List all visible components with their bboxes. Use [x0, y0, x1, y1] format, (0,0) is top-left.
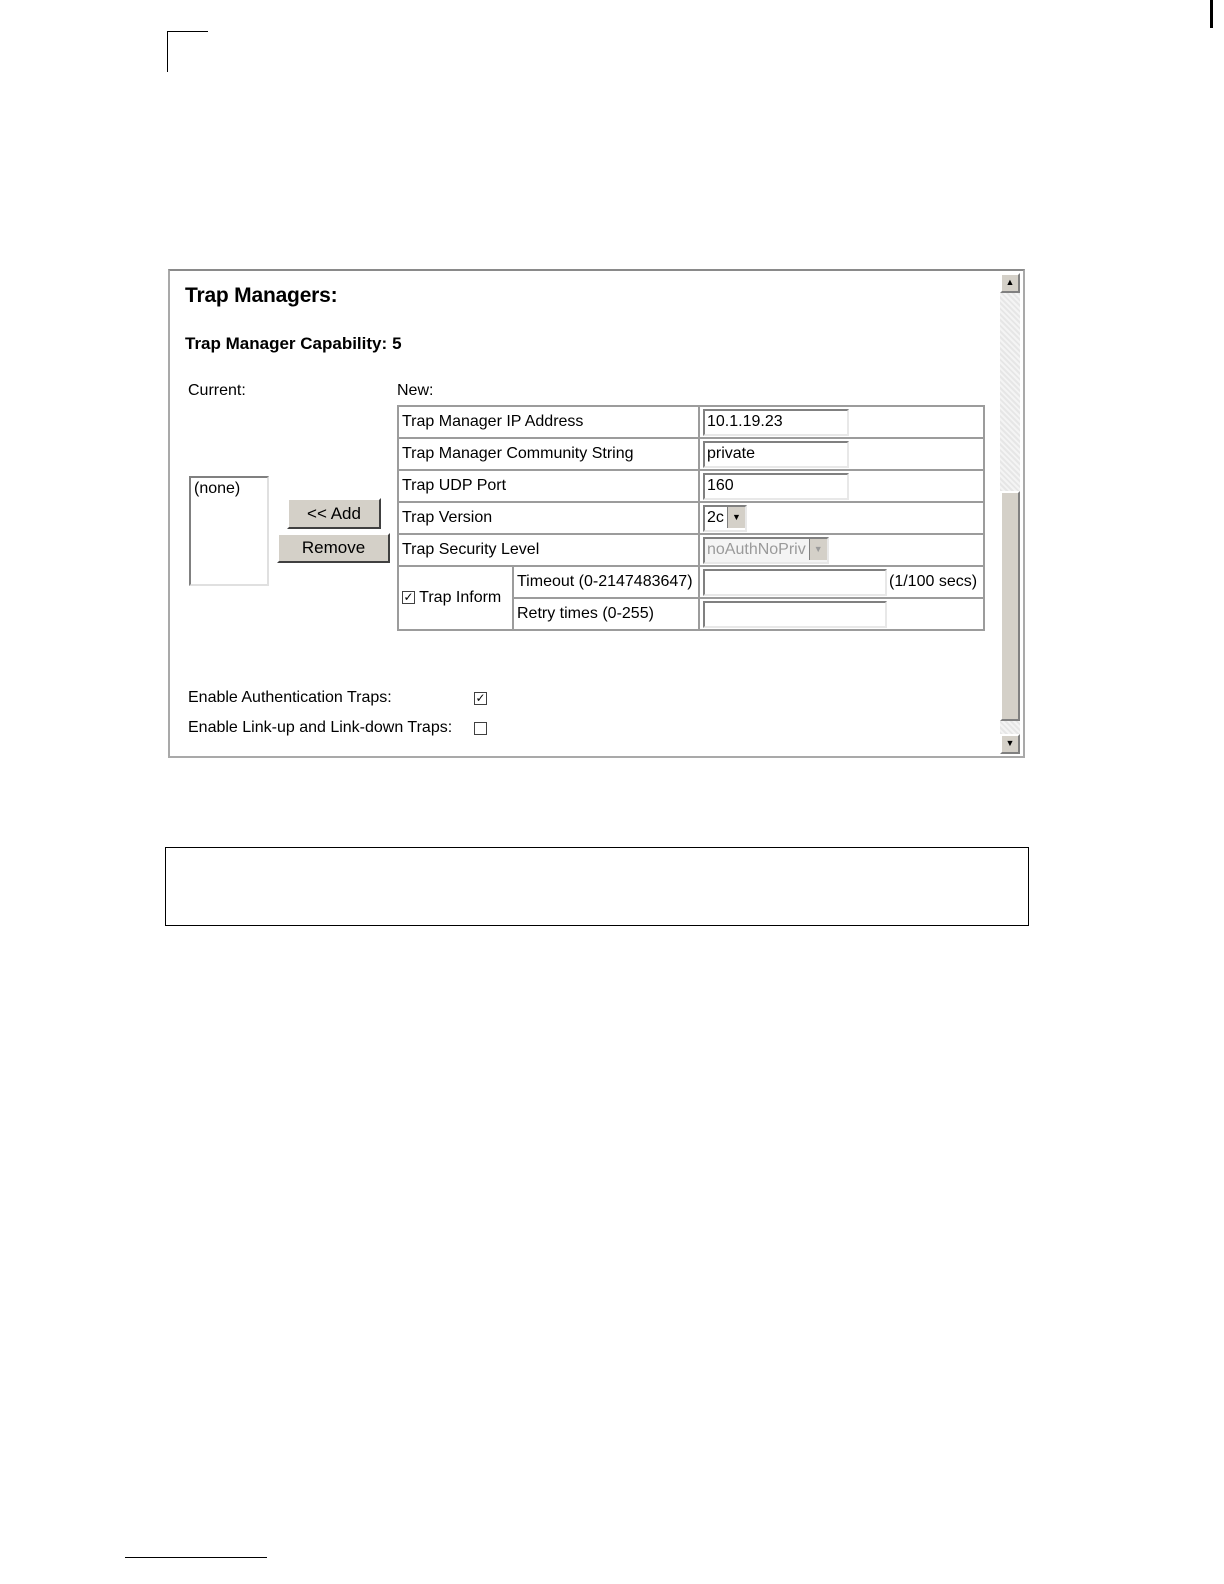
security-level-select [703, 537, 829, 564]
scroll-up-arrow-icon[interactable]: ▲ [1000, 273, 1020, 293]
vertical-scrollbar[interactable] [1000, 273, 1020, 754]
chevron-down-icon: ▼ [809, 539, 827, 560]
ip-label: Trap Manager IP Address [398, 406, 699, 438]
crop-mark-vertical [167, 31, 168, 72]
retry-label: Retry times (0-255) [513, 598, 699, 630]
version-select[interactable] [703, 505, 747, 532]
udp-port-input[interactable]: 160 [703, 473, 849, 500]
link-traps-label: Enable Link-up and Link-down Traps: [188, 719, 453, 736]
link-traps-checkbox[interactable] [474, 722, 487, 735]
auth-traps-label: Enable Authentication Traps: [188, 689, 392, 706]
version-label: Trap Version [398, 502, 699, 534]
link-traps-option [188, 719, 452, 737]
capability-label: Trap Manager Capability: [185, 334, 388, 353]
ip-address-input[interactable]: 10.1.19.23 [703, 409, 849, 436]
security-level-label: Trap Security Level [398, 534, 699, 566]
page-edge-mark [1210, 0, 1213, 28]
timeout-label: Timeout (0-2147483647) [513, 566, 699, 598]
new-trap-manager-form [397, 405, 985, 631]
scroll-down-arrow-icon[interactable]: ▼ [1000, 734, 1020, 754]
remove-button[interactable]: Remove [277, 533, 390, 563]
timeout-unit: (1/100 secs) [889, 573, 978, 591]
capability-value: 5 [392, 334, 402, 353]
page-title: Trap Managers: [185, 284, 338, 307]
retry-input[interactable] [703, 601, 887, 628]
list-item[interactable]: (none) [194, 480, 241, 497]
auth-traps-option [188, 689, 486, 707]
auth-traps-checkbox[interactable]: ✓ [475, 691, 486, 705]
current-label: Current: [188, 382, 246, 399]
security-level-value: noAuthNoPriv [707, 540, 806, 558]
chevron-down-icon[interactable]: ▼ [727, 507, 745, 528]
community-label: Trap Manager Community String [398, 438, 699, 470]
community-string-input[interactable]: private [703, 441, 849, 468]
udp-port-label: Trap UDP Port [398, 470, 699, 502]
trap-inform-checkbox[interactable]: ✓ [403, 590, 414, 605]
add-button[interactable]: << Add [287, 498, 381, 529]
capability-line [185, 334, 402, 354]
scrollbar-thumb[interactable] [1000, 491, 1020, 721]
new-label: New: [397, 382, 434, 399]
footer-rule [125, 1557, 267, 1558]
current-managers-listbox[interactable] [189, 476, 269, 586]
trap-inform-cell [398, 566, 513, 630]
trap-managers-window [168, 269, 1025, 758]
timeout-input[interactable] [703, 569, 887, 596]
crop-mark-horizontal [167, 31, 208, 32]
trap-inform-label: Trap Inform [419, 589, 502, 606]
note-box [165, 847, 1029, 926]
version-value: 2c [707, 508, 724, 526]
